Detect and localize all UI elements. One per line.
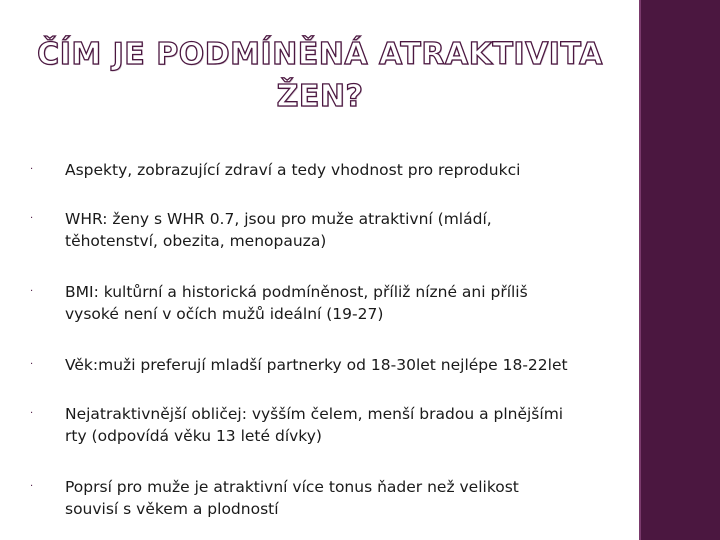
bullet-dot-icon: · bbox=[30, 481, 34, 492]
bullet-item-bmi bbox=[30, 281, 630, 325]
bullet-item-oblicej bbox=[30, 403, 630, 447]
bullet-text bbox=[65, 159, 520, 181]
bullet-line: Poprsí pro muže je atraktivní více tonus ňader než velikost bbox=[65, 478, 519, 496]
title-line-2: ŽEN? bbox=[276, 79, 364, 114]
bullet-dot-icon: · bbox=[30, 164, 34, 175]
bullet-text bbox=[65, 281, 528, 325]
title-line-1: ČÍM JE PODMÍNĚNÁ ATRAKTIVITA bbox=[37, 37, 603, 72]
slide-title bbox=[30, 34, 610, 118]
bullet-line: rty (odpovídá věku 13 leté dívky) bbox=[65, 427, 322, 445]
bullet-line: Věk:muži preferují mladší partnerky od 18-30let nejlépe 18-22let bbox=[65, 356, 568, 374]
bullet-line: WHR: ženy s WHR 0.7, jsou pro muže atraktivní (mládí, bbox=[65, 210, 492, 228]
bullet-text bbox=[65, 354, 568, 376]
bullet-line: BMI: kultůrní a historická podmíněnost, příliž nízné ani příliš bbox=[65, 283, 528, 301]
decorative-side-band bbox=[641, 0, 720, 540]
bullet-line: Aspekty, zobrazující zdraví a tedy vhodnost pro reprodukci bbox=[65, 161, 521, 179]
bullet-item-aspekty bbox=[30, 159, 630, 181]
bullet-line: souvisí s věkem a plodností bbox=[65, 500, 279, 518]
bullet-line: těhotenství, obezita, menopauza) bbox=[65, 232, 327, 250]
bullet-line: vysoké není v očích mužů ideální (19-27) bbox=[65, 305, 384, 323]
bullet-dot-icon: · bbox=[30, 213, 34, 224]
bullet-item-poprsi bbox=[30, 476, 630, 520]
bullet-text bbox=[65, 476, 519, 520]
bullet-dot-icon: · bbox=[30, 286, 34, 297]
bullet-text bbox=[65, 208, 492, 252]
bullet-dot-icon: · bbox=[30, 408, 34, 419]
bullet-item-whr bbox=[30, 208, 630, 252]
bullet-dot-icon: · bbox=[30, 359, 34, 370]
bullet-item-vek bbox=[30, 354, 630, 376]
bullet-line: Nejatraktivnější obličej: vyšším čelem, menší bradou a plnějšími bbox=[65, 405, 564, 423]
bullet-text bbox=[65, 403, 563, 447]
